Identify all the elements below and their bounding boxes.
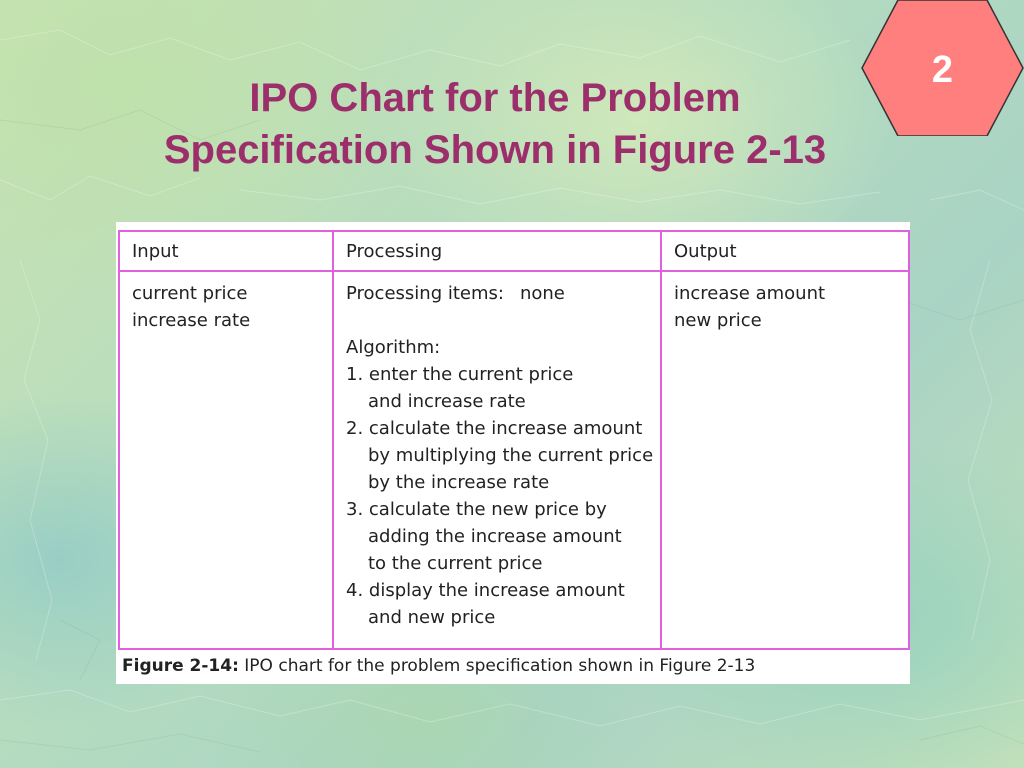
output-item: new price (674, 310, 762, 331)
input-item: increase rate (132, 310, 251, 331)
title-line-1: IPO Chart for the Problem (249, 76, 741, 120)
caption-label: Figure 2-14: (122, 656, 239, 676)
algorithm-step: 1. enter the current price (346, 364, 574, 385)
header-processing: Processing (333, 231, 661, 271)
algorithm-label: Algorithm: (346, 337, 441, 358)
slide-title (100, 72, 890, 176)
algorithm-step: 2. calculate the increase amount (346, 418, 643, 439)
processing-items-value: none (519, 283, 565, 304)
input-item: current price (132, 283, 248, 304)
ipo-chart-table (118, 230, 910, 650)
table-row (119, 271, 909, 649)
algorithm-step-continuation: and increase rate (368, 391, 526, 412)
figure-caption (122, 654, 755, 678)
input-cell (119, 271, 333, 649)
title-line-2: Specification Shown in Figure 2-13 (163, 128, 827, 172)
ipo-figure (116, 222, 910, 684)
spacer (346, 307, 648, 334)
output-cell (661, 271, 909, 649)
caption-text: IPO chart for the problem specification shown in Figure 2-13 (238, 656, 756, 676)
page-number: 2 (931, 49, 954, 91)
algorithm-step-continuation: and new price (368, 607, 496, 628)
algorithm-step-continuation: by multiplying the current price (368, 445, 654, 466)
algorithm-step: 3. calculate the new price by (346, 499, 607, 520)
processing-items-label: Processing items: (346, 283, 504, 304)
algorithm-step-continuation: adding the increase amount (368, 526, 622, 547)
processing-items-line (346, 280, 648, 307)
header-output: Output (661, 231, 909, 271)
output-item: increase amount (674, 283, 826, 304)
header-input: Input (119, 231, 333, 271)
table-header-row (119, 231, 909, 271)
algorithm-step: 4. display the increase amount (346, 580, 625, 601)
processing-cell (333, 271, 661, 649)
algorithm-step-continuation: to the current price (368, 553, 543, 574)
algorithm-step-continuation: by the increase rate (368, 472, 550, 493)
